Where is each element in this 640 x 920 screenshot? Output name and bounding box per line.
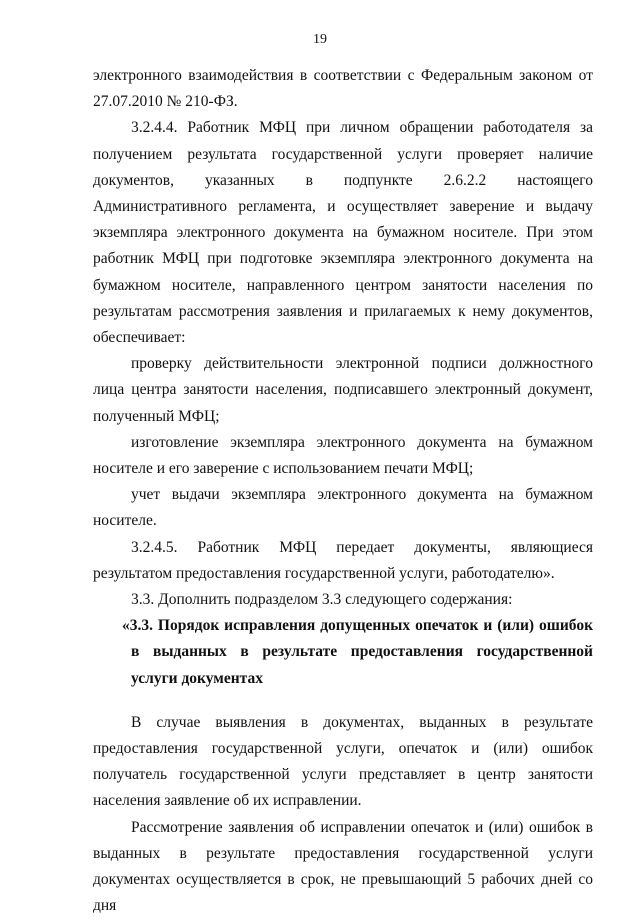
paragraph-issue-accounting: учет выдачи экземпляра электронного документа на бумажном носителе. bbox=[93, 486, 593, 530]
paragraph-review-period: Рассмотрение заявления об исправлении опечаток и (или) ошибок в выданных в результате предоставления государственной услуги документах осуществляется в срок, не превышающий 5 рабочих дней со дня bbox=[93, 818, 593, 915]
paragraph-federal-law-reference: электронного взаимодействия в соответствии с Федеральным законом от 27.07.2010 № 210-ФЗ. bbox=[93, 67, 593, 111]
paragraph-error-detection: В случае выявления в документах, выданных в результате предоставления государственной услуги, опечаток и (или) ошибок получатель государственной услуги представляет в центр занятости населения заявление об их исправлении. bbox=[93, 713, 593, 810]
paragraph-3-2-4-4: 3.2.4.4. Работник МФЦ при личном обращении работодателя за получением результата государственной услуги проверяет наличие документов, указанных в подпункте 2.6.2.2 настоящего Административного регламента, и осуществляет заверение и выдачу экземпляра электронного документа на бумажном носителе. При этом работник МФЦ при подготовке экземпляра электронного документа на бумажном носителе, направленного центром занятости населения по результатам рассмотрения заявления и прилагаемых к нему документов, обеспечивает: bbox=[93, 119, 593, 347]
heading-spacer bbox=[93, 692, 593, 710]
paragraph-signature-check: проверку действительности электронной подписи должностного лица центра занятости населения, подписавшего электронный документ, полученный МФЦ; bbox=[93, 355, 593, 425]
paragraph-3-3-addition: 3.3. Дополнить подразделом 3.3 следующего содержания: bbox=[131, 591, 513, 609]
page-number: 19 bbox=[313, 32, 327, 47]
document-body bbox=[93, 63, 593, 920]
paragraph-copy-production: изготовление экземпляра электронного документа на бумажном носителе и его заверение с использованием печати МФЦ; bbox=[93, 433, 593, 478]
section-heading-3-3: «3.3. Порядок исправления допущенных опечаток и (или) ошибок в выданных в результате предоставления государственной услуги документах bbox=[122, 617, 593, 687]
paragraph-3-2-4-5: 3.2.4.5. Работник МФЦ передает документы, являющиеся результатом предоставления государственной услуги, работодателю». bbox=[93, 538, 593, 582]
